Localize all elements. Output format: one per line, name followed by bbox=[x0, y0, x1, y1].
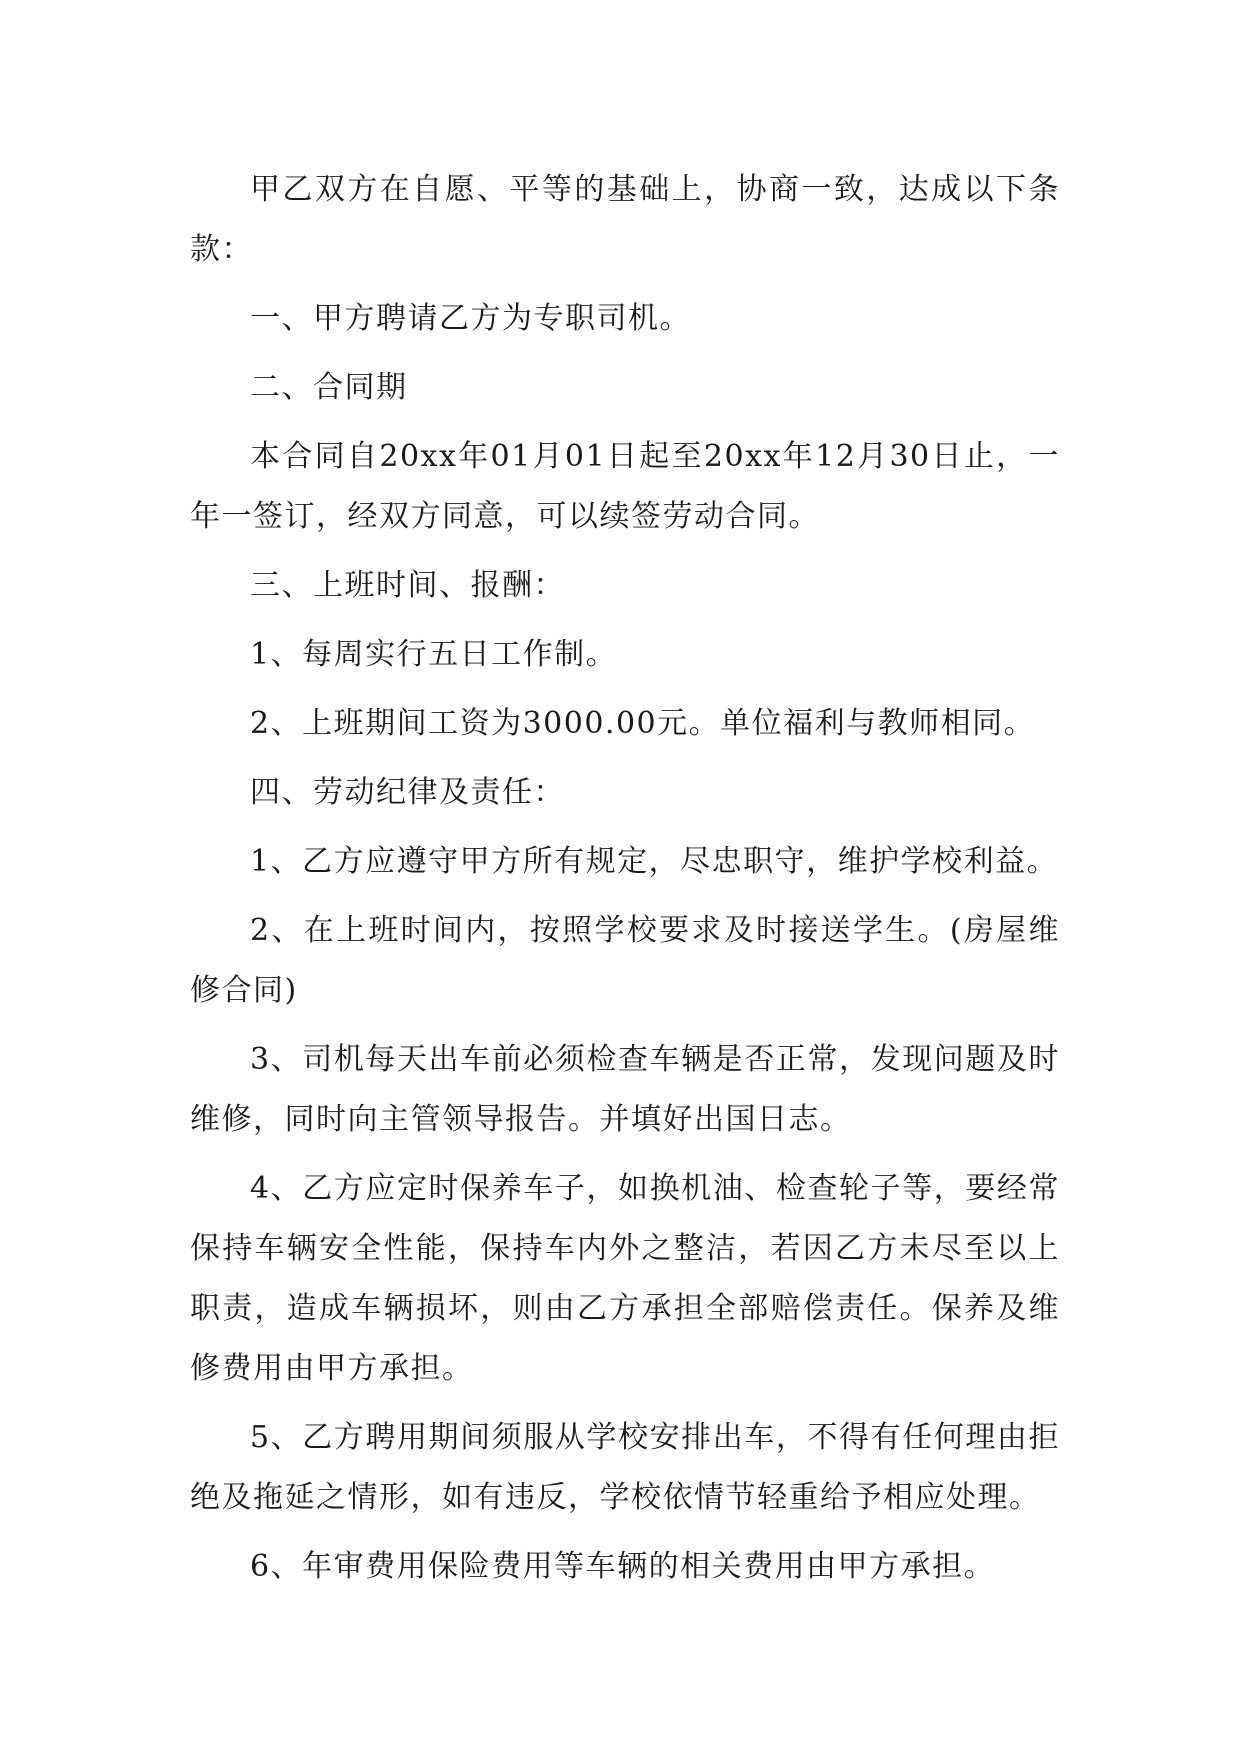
paragraph-clause-3-heading: 三、上班时间、报酬： bbox=[250, 568, 565, 603]
paragraph-duty-5: 5、乙方聘用期间须服从学校安排出车，不得有任何理由拒绝及拖延之情形，如有违反，学校依情节轻重给予相应处理。 bbox=[190, 1420, 1060, 1515]
paragraph-salary: 2、上班期间工资为3000.00元。单位福利与教师相同。 bbox=[250, 706, 1036, 741]
paragraph-duty-1: 1、乙方应遵守甲方所有规定，尽忠职守，维护学校利益。 bbox=[250, 844, 1059, 879]
paragraph-contract-term: 本合同自20xx年01月01日起至20xx年12月30日止，一年一签订，经双方同意，可以续签劳动合同。 bbox=[190, 439, 1060, 534]
paragraph-clause-2-heading: 二、合同期 bbox=[250, 370, 408, 405]
paragraph-duty-4: 4、乙方应定时保养车子，如换机油、检查轮子等，要经常保持车辆安全性能，保持车内外之整洁，若因乙方未尽至以上职责，造成车辆损坏，则由乙方承担全部赔偿责任。保养及维修费用由甲方承担。 bbox=[190, 1171, 1060, 1386]
paragraph-work-schedule: 1、每周实行五日工作制。 bbox=[250, 637, 618, 672]
paragraph-clause-1: 一、甲方聘请乙方为专职司机。 bbox=[250, 301, 691, 336]
paragraph-clause-4-heading: 四、劳动纪律及责任： bbox=[250, 775, 565, 810]
paragraph-duty-3: 3、司机每天出车前必须检查车辆是否正常，发现问题及时维修，同时向主管领导报告。并填好出国日志。 bbox=[190, 1042, 1060, 1137]
paragraph-preamble: 甲乙双方在自愿、平等的基础上，协商一致，达成以下条款： bbox=[190, 172, 1060, 267]
document-body bbox=[190, 160, 1060, 1606]
paragraph-duty-2: 2、在上班时间内，按照学校要求及时接送学生。(房屋维修合同) bbox=[190, 913, 1060, 1008]
paragraph-duty-6: 6、年审费用保险费用等车辆的相关费用由甲方承担。 bbox=[250, 1549, 996, 1584]
